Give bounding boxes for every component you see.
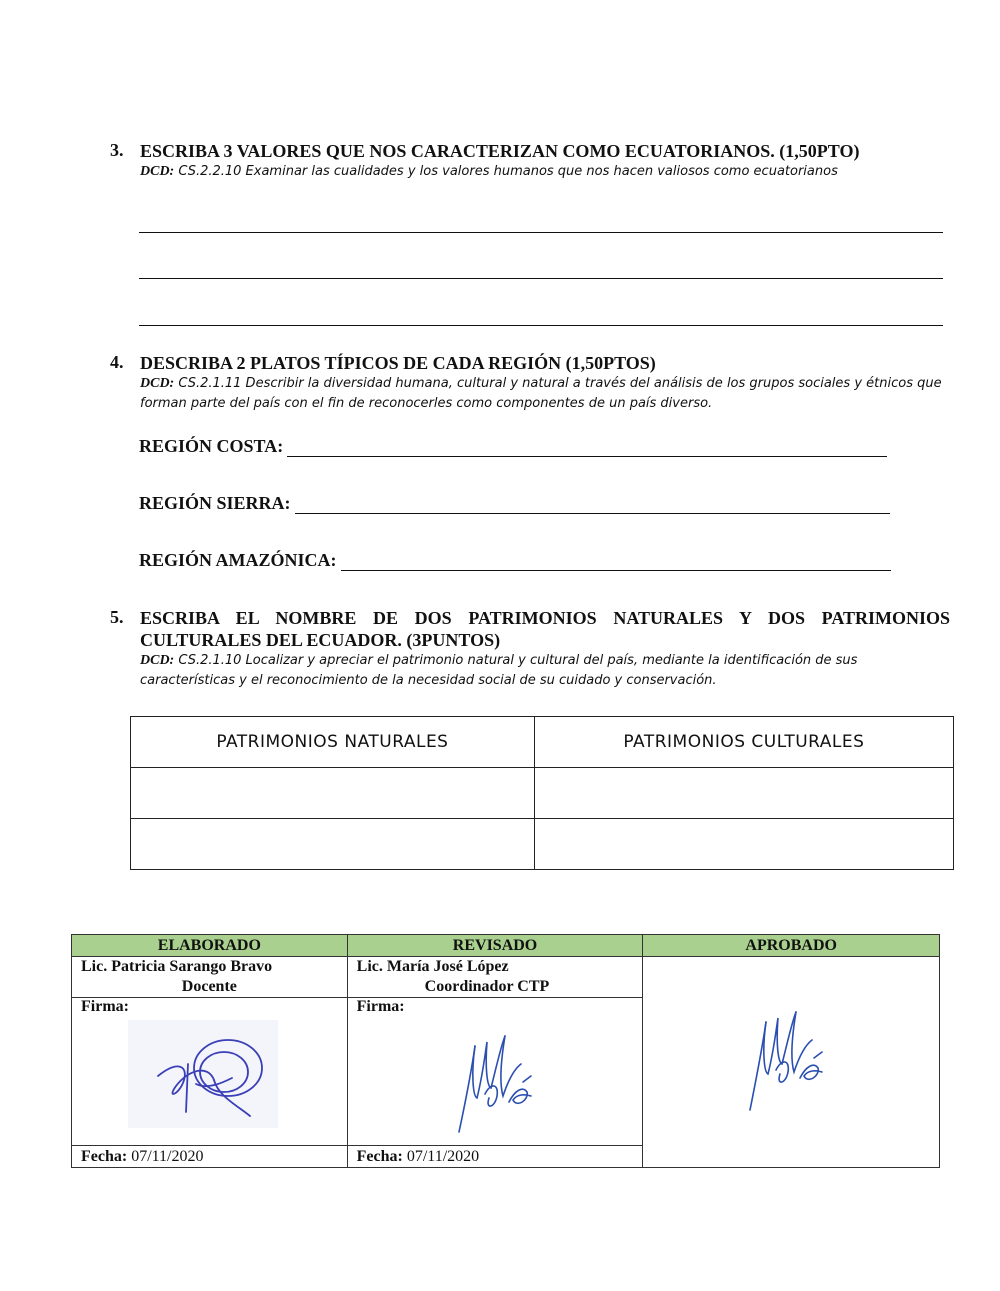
question-5 [110,607,950,691]
region-sierra-label: REGIÓN SIERRA: [139,493,291,513]
answer-line-1[interactable] [139,232,943,233]
col-patrimonios-naturales: PATRIMONIOS NATURALES [131,717,535,768]
natural-cell-2[interactable] [131,819,535,870]
revisado-fecha: Fecha: 07/11/2020 [347,1146,643,1168]
aprobado-signature-icon [736,1000,846,1120]
elaborado-firma-label: Firma: [81,998,129,1015]
region-costa-answer[interactable] [287,438,887,457]
question-title: ESCRIBA EL NOMBRE DE DOS PATRIMONIOS NATURALES Y DOS PATRIMONIOS CULTURALES DEL ECUADOR. (3PUNTOS) [140,608,950,650]
question-4 [110,352,950,414]
region-costa-label: REGIÓN COSTA: [139,436,284,456]
elaborado-fecha: Fecha: 07/11/2020 [72,1146,348,1168]
answer-line-2[interactable] [139,278,943,279]
patrimonios-table [130,716,954,870]
region-costa-row [139,436,887,457]
dcd-note: DCD: CS.2.1.11 Describir la diversidad humana, cultural y natural a través del análisis de los grupos sociales y étnicos que forman parte del país con el fin de reconocerles como componentes de un país diverso. [140,376,942,411]
natural-cell-1[interactable] [131,768,535,819]
header-revisado: REVISADO [347,935,643,957]
region-amazonica-row [139,550,891,571]
cultural-cell-2[interactable] [534,819,953,870]
revisado-signature-icon [453,1028,553,1138]
question-number: 5. [110,607,124,627]
question-number: 3. [110,140,124,160]
header-elaborado: ELABORADO [72,935,348,957]
revisado-firma-label: Firma: [356,998,405,1015]
revisado-role: Coordinador CTP [424,978,550,995]
aprobado-signature-cell [643,957,940,1168]
region-amazonica-label: REGIÓN AMAZÓNICA: [139,550,337,570]
revisado-name: Lic. María José López [356,958,509,975]
question-title: DESCRIBA 2 PLATOS TÍPICOS DE CADA REGIÓN (1,50PTOS) [140,353,656,373]
signature-table [71,934,940,1168]
dcd-note: DCD: CS.2.2.10 Examinar las cualidades y los valores humanos que nos hacen valiosos como ecuatorianos [140,164,838,179]
region-sierra-answer[interactable] [295,495,890,514]
answer-line-3[interactable] [139,325,943,326]
dcd-note: DCD: CS.2.1.10 Localizar y apreciar el patrimonio natural y cultural del país, mediante la identificación de sus características y el reconocimiento de la necesidad social de su cuidado y conservación. [140,653,858,688]
region-amazonica-answer[interactable] [341,552,891,571]
elaborado-signature-icon [128,1020,278,1128]
elaborado-name: Lic. Patricia Sarango Bravo [81,958,273,975]
header-aprobado: APROBADO [643,935,940,957]
col-patrimonios-culturales: PATRIMONIOS CULTURALES [534,717,953,768]
region-sierra-row [139,493,890,514]
question-3 [110,140,950,182]
cultural-cell-1[interactable] [534,768,953,819]
elaborado-role: Docente [181,978,237,995]
question-number: 4. [110,352,124,372]
question-title: ESCRIBA 3 VALORES QUE NOS CARACTERIZAN COMO ECUATORIANOS. (1,50PTO) [140,141,860,161]
